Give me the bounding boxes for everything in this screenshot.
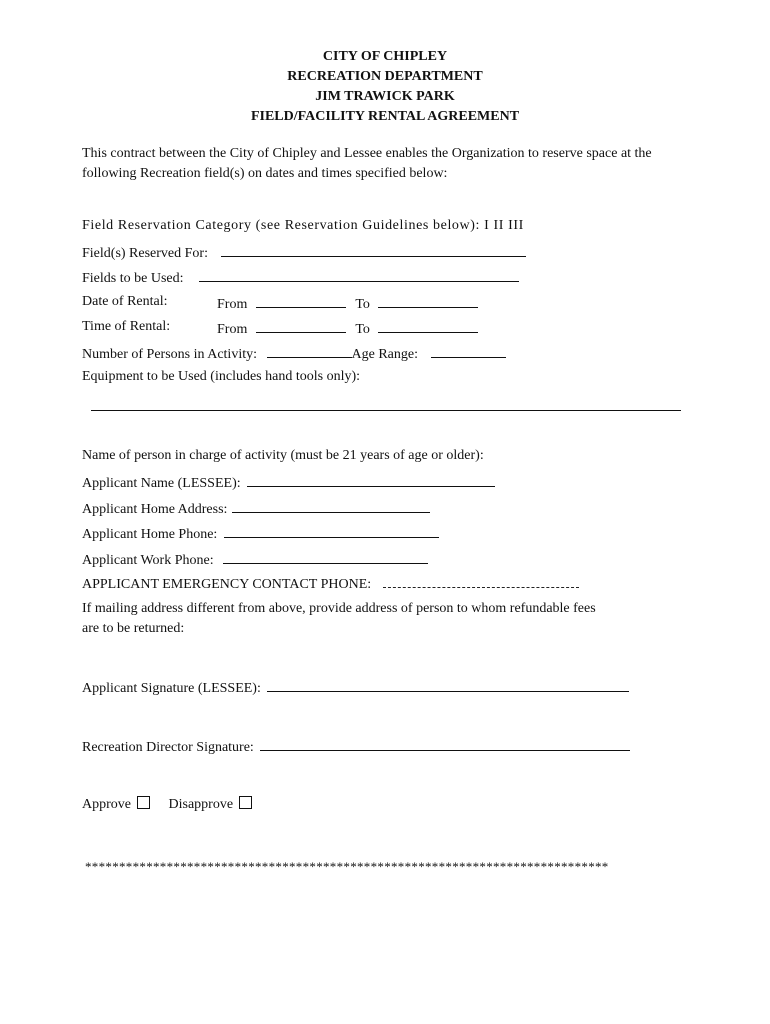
- mailing-line-2: are to be returned:: [82, 621, 185, 636]
- time-range-row: [217, 318, 478, 339]
- age-range-label: Age Range:: [351, 347, 418, 362]
- home-phone-row: [82, 523, 439, 544]
- equipment-label: Equipment to be Used (includes hand tools only):: [82, 369, 361, 384]
- applicant-name-row: [82, 472, 495, 493]
- approve-checkbox[interactable]: [137, 796, 150, 809]
- work-phone-label: Applicant Work Phone:: [82, 553, 214, 568]
- category-label: Field Reservation Category (see Reservation Guidelines below): I II III: [82, 218, 524, 233]
- fields-used-label: Fields to be Used:: [82, 271, 184, 286]
- reserved-for-row: [82, 242, 526, 263]
- date-from-field[interactable]: [256, 293, 346, 308]
- applicant-signature-row: [82, 677, 629, 698]
- applicant-name-label: Applicant Name (LESSEE):: [82, 476, 241, 491]
- fields-used-field[interactable]: [199, 267, 519, 282]
- persons-label: Number of Persons in Activity:: [82, 347, 257, 362]
- persons-row: [82, 343, 506, 364]
- director-signature-field[interactable]: [260, 736, 630, 751]
- director-signature-label: Recreation Director Signature:: [82, 740, 254, 755]
- header-title: FIELD/FACILITY RENTAL AGREEMENT: [250, 109, 520, 124]
- applicant-name-field[interactable]: [247, 472, 495, 487]
- reserved-for-label: Field(s) Reserved For:: [82, 246, 208, 261]
- applicant-address-label: Applicant Home Address:: [82, 502, 228, 517]
- equipment-field[interactable]: [91, 410, 681, 411]
- date-to-label: To: [355, 297, 370, 312]
- disapprove-label: Disapprove: [168, 797, 234, 812]
- home-phone-label: Applicant Home Phone:: [82, 527, 218, 542]
- header-park: JIM TRAWICK PARK: [315, 89, 455, 104]
- document-header: [0, 47, 770, 127]
- date-range-row: [217, 293, 478, 314]
- approval-row: [82, 796, 252, 814]
- emergency-row: [82, 574, 579, 594]
- work-phone-row: [82, 549, 428, 570]
- reserved-for-field[interactable]: [221, 242, 526, 257]
- person-in-charge-label: Name of person in charge of activity (must be 21 years of age or older):: [82, 448, 484, 463]
- disapprove-checkbox[interactable]: [239, 796, 252, 809]
- approve-label: Approve: [82, 797, 131, 812]
- mailing-line-1: If mailing address different from above, provide address of person to whom refundable fees: [82, 601, 596, 616]
- header-city: CITY OF CHIPLEY: [322, 49, 448, 64]
- work-phone-field[interactable]: [223, 549, 428, 564]
- applicant-address-field[interactable]: [232, 498, 430, 513]
- time-to-label: To: [355, 322, 370, 337]
- applicant-signature-label: Applicant Signature (LESSEE):: [82, 681, 261, 696]
- director-signature-row: [82, 736, 630, 757]
- emergency-label: APPLICANT EMERGENCY CONTACT PHONE:: [82, 577, 372, 592]
- time-from-field[interactable]: [256, 318, 346, 333]
- time-from-label: From: [217, 322, 248, 337]
- date-label: Date of Rental:: [82, 294, 168, 309]
- date-from-label: From: [217, 297, 248, 312]
- fields-used-row: [82, 267, 519, 288]
- home-phone-field[interactable]: [224, 523, 439, 538]
- time-to-field[interactable]: [378, 318, 478, 333]
- age-range-field[interactable]: [431, 343, 506, 358]
- applicant-signature-field[interactable]: [267, 677, 629, 692]
- time-label: Time of Rental:: [82, 319, 171, 334]
- applicant-address-row: [82, 498, 430, 519]
- footer-separator: *****************************************************************************: [85, 859, 609, 874]
- date-to-field[interactable]: [378, 293, 478, 308]
- emergency-field[interactable]: [383, 574, 579, 588]
- intro-paragraph: This contract between the City of Chipley and Lessee enables the Organization to reserve space at the following Recreation field(s) on dates and times specified below:: [82, 146, 652, 181]
- persons-field[interactable]: [267, 343, 352, 358]
- header-department: RECREATION DEPARTMENT: [287, 69, 483, 84]
